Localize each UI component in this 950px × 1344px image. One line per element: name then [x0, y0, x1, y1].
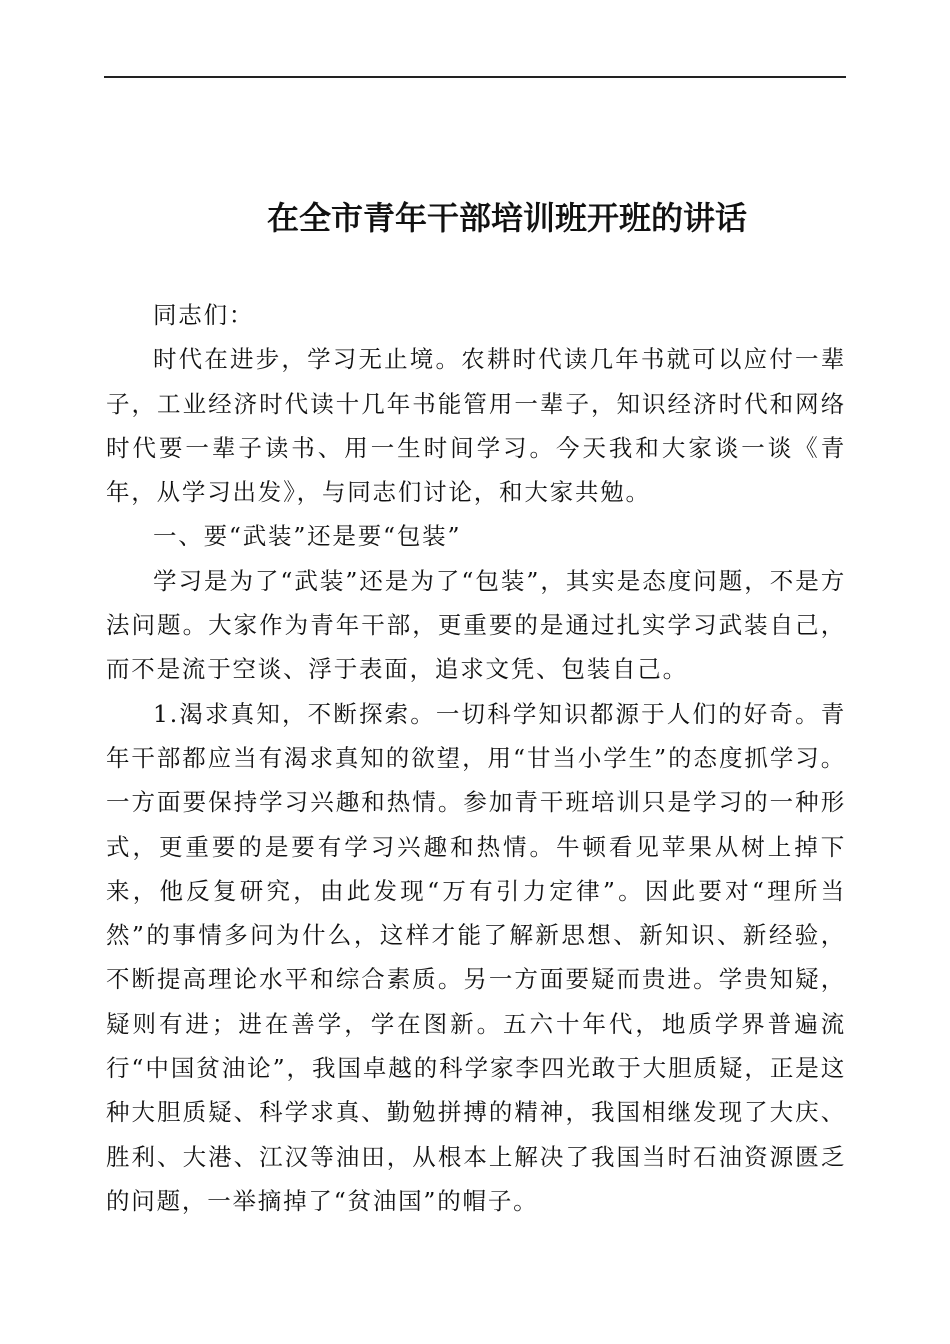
salutation: 同志们：	[153, 301, 255, 329]
section-heading-1: 一、要“武装”还是要“包装”	[153, 522, 462, 551]
paragraph-intro: 时代在进步，学习无止境。农耕时代读几年书就可以应付一辈子，工业经济时代读十几年书能管用一辈子，知识经济时代和网络时代要一辈子读书、用一生时间学习。今天我和大家谈一谈《青年，从学习出发》，与同志们讨论，和大家共勉。	[106, 345, 846, 507]
paragraph-section-1: 学习是为了“武装”还是为了“包装”，其实是态度问题，不是方法问题。大家作为青年干部，更重要的是通过扎实学习武装自己，而不是流于空谈、浮于表面，追求文凭、包装自己。	[106, 566, 846, 684]
paragraph-point-1: 1.渴求真知，不断探索。一切科学知识都源于人们的好奇。青年干部都应当有渴求真知的欲望，用“甘当小学生”的态度抓学习。一方面要保持学习兴趣和热情。参加青干班培训只是学习的一种形式，更重要的是要有学习兴趣和热情。牛顿看见苹果从树上掉下来，他反复研究，由此发现“万有引力定律”。因此要对“理所当然”的事情多问为什么，这样才能了解新思想、新知识、新经验，不断提高理论水平和综合素质。另一方面要疑而贵进。学贵知疑，疑则有进；进在善学，学在图新。五六十年代，地质学界普遍流行“中国贫油论”，我国卓越的科学家李四光敢于大胆质疑，正是这种大胆质疑、科学求真、勤勉拼搏的精神，我国相继发现了大庆、胜利、大港、江汉等油田，从根本上解决了我国当时石油资源匮乏的问题，一举摘掉了“贫油国”的帽子。	[106, 699, 846, 1215]
header-rule	[104, 76, 846, 78]
document-body	[106, 293, 846, 1223]
document-title: 在全市青年干部培训班开班的讲话	[266, 199, 747, 237]
